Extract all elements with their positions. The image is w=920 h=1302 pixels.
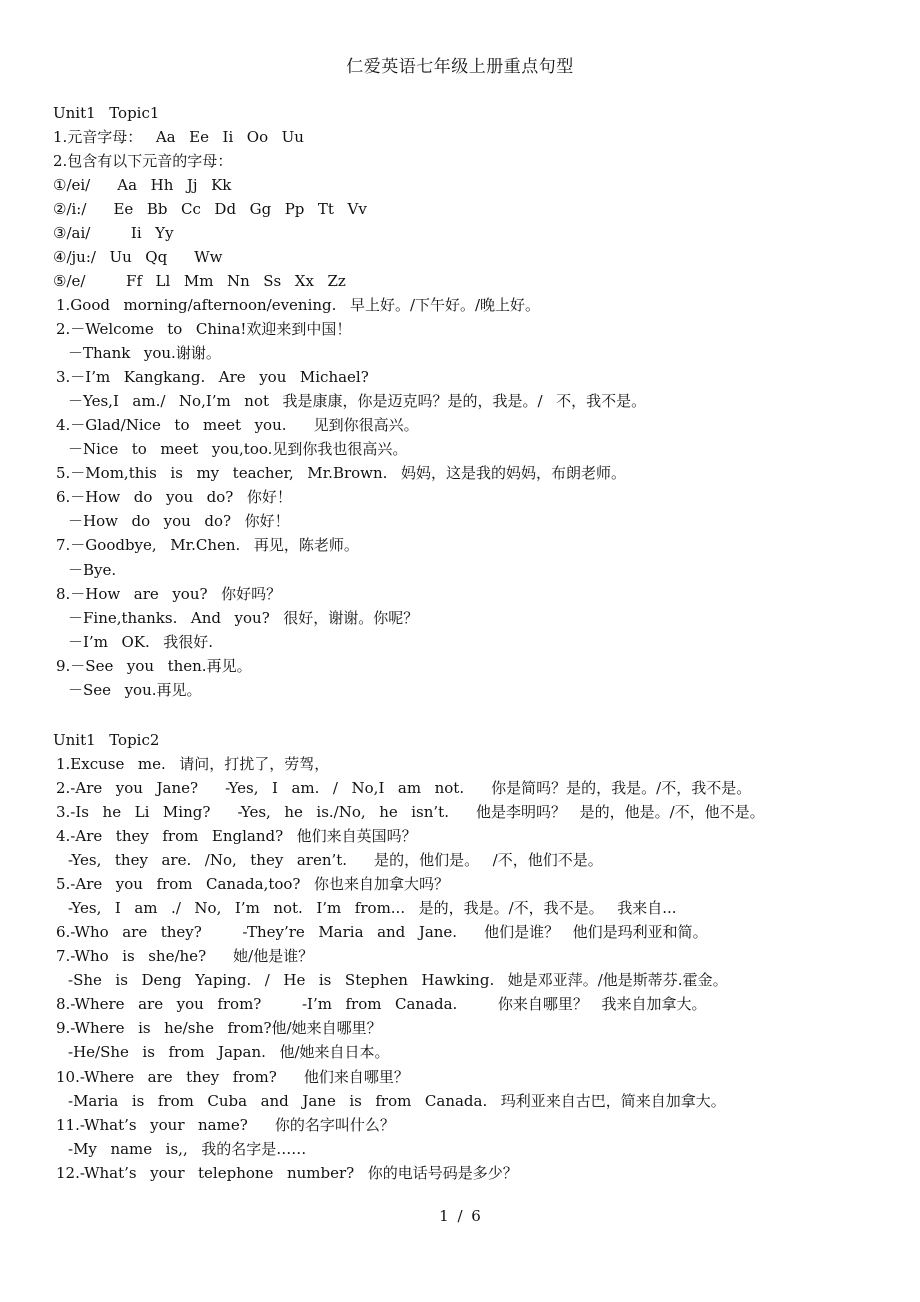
text-line: ①/ei/ Aa Hh Jj Kk [53, 176, 232, 194]
text-line: 5.－Mom,this is my teacher, Mr.Brown. 妈妈，这是我的妈妈，布朗老师。 [56, 464, 626, 482]
text-line: －See you.再见。 [68, 681, 202, 699]
text-line: -Yes, I am ./ No, I’m not. I’m from... 是的，我是。/不，我不是。 我来自... [68, 899, 677, 917]
text-line: -Maria is from Cuba and Jane is from Canada. 玛利亚来自古巴，简来自加拿大。 [68, 1092, 726, 1110]
text-line: 10.-Where are they from? 他们来自哪里？ [56, 1068, 409, 1086]
text-line: 2.－Welcome to China!欢迎来到中国！ [56, 320, 352, 338]
text-line: 9.-Where is he/she from?他/她来自哪里？ [56, 1019, 382, 1037]
text-line: －How do you do? 你好！ [68, 512, 290, 530]
text-line: 7.－Goodbye, Mr.Chen. 再见，陈老师。 [56, 536, 359, 554]
text-line: -Yes, they are. /No, they aren’t. 是的，他们是。 /不，他们不是。 [68, 851, 603, 869]
unit-heading: Unit1 Topic1 [53, 104, 160, 122]
text-line: 12.-What’s your telephone number? 你的电话号码是多少？ [56, 1164, 518, 1182]
text-line: ②/i:/ Ee Bb Cc Dd Gg Pp Tt Vv [53, 200, 367, 218]
text-line: 8.－How are you? 你好吗？ [56, 585, 282, 603]
text-line: －I’m OK. 我很好. [68, 633, 214, 651]
text-line: -He/She is from Japan. 他/她来自日本。 [68, 1043, 390, 1061]
text-line: 2.-Are you Jane? -Yes, I am. / No,I am not. 你是简吗？是的，我是。/不，我不是。 [56, 779, 752, 797]
text-line: 8.-Where are you from? -I’m from Canada. 你来自哪里？ 我来自加拿大。 [56, 995, 707, 1013]
text-line: －Fine,thanks. And you? 很好，谢谢。你呢？ [68, 609, 419, 627]
document-title: 仁爱英语七年级上册重点句型 [346, 57, 574, 77]
text-line: 3.－I’m Kangkang. Are you Michael? [56, 368, 369, 386]
unit-heading: Unit1 Topic2 [53, 731, 160, 749]
text-line: －Thank you.谢谢。 [68, 344, 221, 362]
text-line: 3.-Is he Li Ming? -Yes, he is./No, he isn’t. 他是李明吗？ 是的，他是。/不，他不是。 [56, 803, 765, 821]
text-line: 5.-Are you from Canada,too? 你也来自加拿大吗？ [56, 875, 450, 893]
text-line: ⑤/e/ Ff Ll Mm Nn Ss Xx Zz [53, 272, 346, 290]
text-line: －Bye. [68, 561, 117, 579]
text-line: 4.－Glad/Nice to meet you. 见到你很高兴。 [56, 416, 419, 434]
text-line: 1.Good morning/afternoon/evening. 早上好。/下午好。/晚上好。 [56, 296, 541, 314]
text-line: 6.－How do you do? 你好！ [56, 488, 292, 506]
text-line: ④/ju:/ Uu Qq Ww [53, 248, 223, 266]
text-line: 11.-What’s your name? 你的名字叫什么？ [56, 1116, 395, 1134]
text-line: -She is Deng Yaping. / He is Stephen Hawking. 她是邓亚萍。/他是斯蒂芬.霍金。 [68, 971, 728, 989]
text-line: -My name is,, 我的名字是…… [68, 1140, 307, 1158]
text-line: 9.－See you then.再见。 [56, 657, 252, 675]
text-line: 2.包含有以下元音的字母： [53, 152, 233, 170]
page-number: 1 / 6 [439, 1207, 481, 1225]
text-line: －Yes,I am./ No,I’m not 我是康康，你是迈克吗？是的，我是。/ 不，我不是。 [68, 392, 647, 410]
text-line: 1.元音字母： Aa Ee Ii Oo Uu [53, 128, 304, 146]
text-line: －Nice to meet you,too.见到你我也很高兴。 [68, 440, 408, 458]
text-line: 6.-Who are they? -They’re Maria and Jane. 他们是谁？ 他们是玛利亚和简。 [56, 923, 708, 941]
text-line: 4.-Are they from England? 他们来自英国吗？ [56, 827, 417, 845]
text-line: 1.Excuse me. 请问，打扰了，劳驾， [56, 755, 330, 773]
text-line: ③/ai/ Ii Yy [53, 224, 174, 242]
text-line: 7.-Who is she/he? 她/他是谁？ [56, 947, 314, 965]
